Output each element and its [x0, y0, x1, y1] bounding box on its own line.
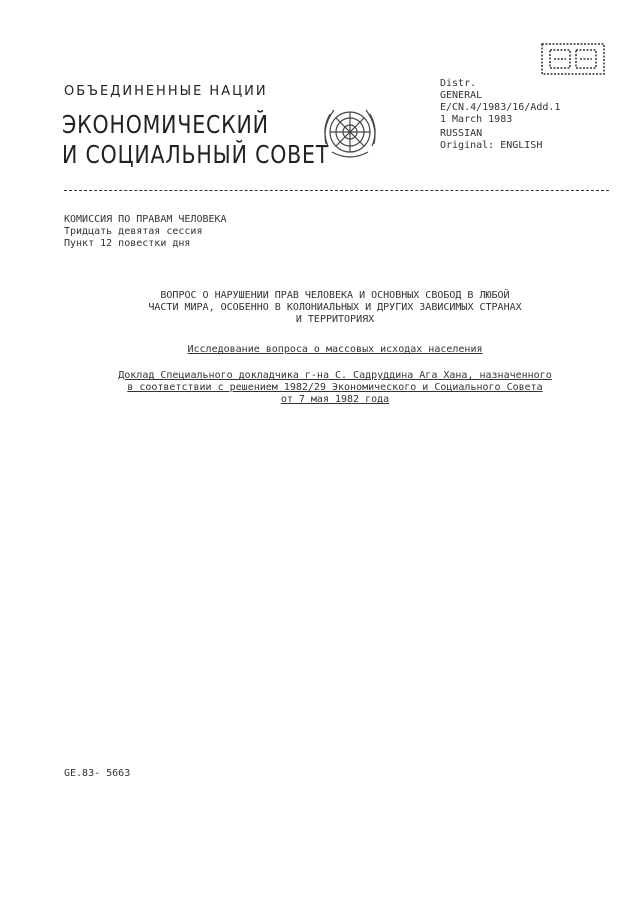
- title-line: ВОПРОС О НАРУШЕНИИ ПРАВ ЧЕЛОВЕКА И ОСНОВНЫХ СВОБОД В ЛЮБОЙ: [160, 290, 510, 301]
- title-block: [100, 290, 570, 326]
- council-name-line1: ЭКОНОМИЧЕСКИЙ: [62, 110, 269, 139]
- body-line: в соответствии с решением 1982/29 Экономического и Социального Совета: [127, 382, 543, 393]
- document-reference: [440, 78, 560, 152]
- council-name-line2: И СОЦИАЛЬНЫЙ СОВЕТ: [62, 140, 330, 169]
- body-line: от 7 мая 1982 года: [280, 394, 390, 405]
- document-subtitle: Исследование вопроса о массовых исходах населения: [187, 344, 483, 355]
- language: RUSSIAN: [440, 128, 483, 139]
- distr-label: Distr.: [440, 78, 477, 89]
- document-mark-icon: [540, 42, 606, 76]
- title-line: И ТЕРРИТОРИЯХ: [295, 314, 375, 325]
- agenda-item: Пункт 12 повестки дня: [64, 238, 191, 249]
- original-language: Original: ENGLISH: [440, 140, 543, 151]
- distribution: GENERAL: [440, 90, 483, 101]
- document-date: 1 March 1983: [440, 114, 513, 125]
- commission-name: КОМИССИЯ ПО ПРАВАМ ЧЕЛОВЕКА: [64, 214, 227, 225]
- report-description: [90, 370, 580, 406]
- header-divider: [64, 190, 609, 191]
- job-number: GE.83- 5663: [64, 768, 131, 779]
- un-emblem-icon: [318, 100, 382, 164]
- session-info: [64, 214, 227, 250]
- session-number: Тридцать девятая сессия: [64, 226, 203, 237]
- org-name: ОБЪЕДИНЕННЫЕ НАЦИИ: [64, 84, 268, 99]
- body-line: Доклад Специального докладчика г-на С. Садруддина Ага Хана, назначенного: [118, 370, 552, 381]
- document-symbol: E/CN.4/1983/16/Add.1: [440, 102, 561, 113]
- title-line: ЧАСТИ МИРА, ОСОБЕННО В КОЛОНИАЛЬНЫХ И ДРУГИХ ЗАВИСИМЫХ СТРАНАХ: [148, 302, 522, 313]
